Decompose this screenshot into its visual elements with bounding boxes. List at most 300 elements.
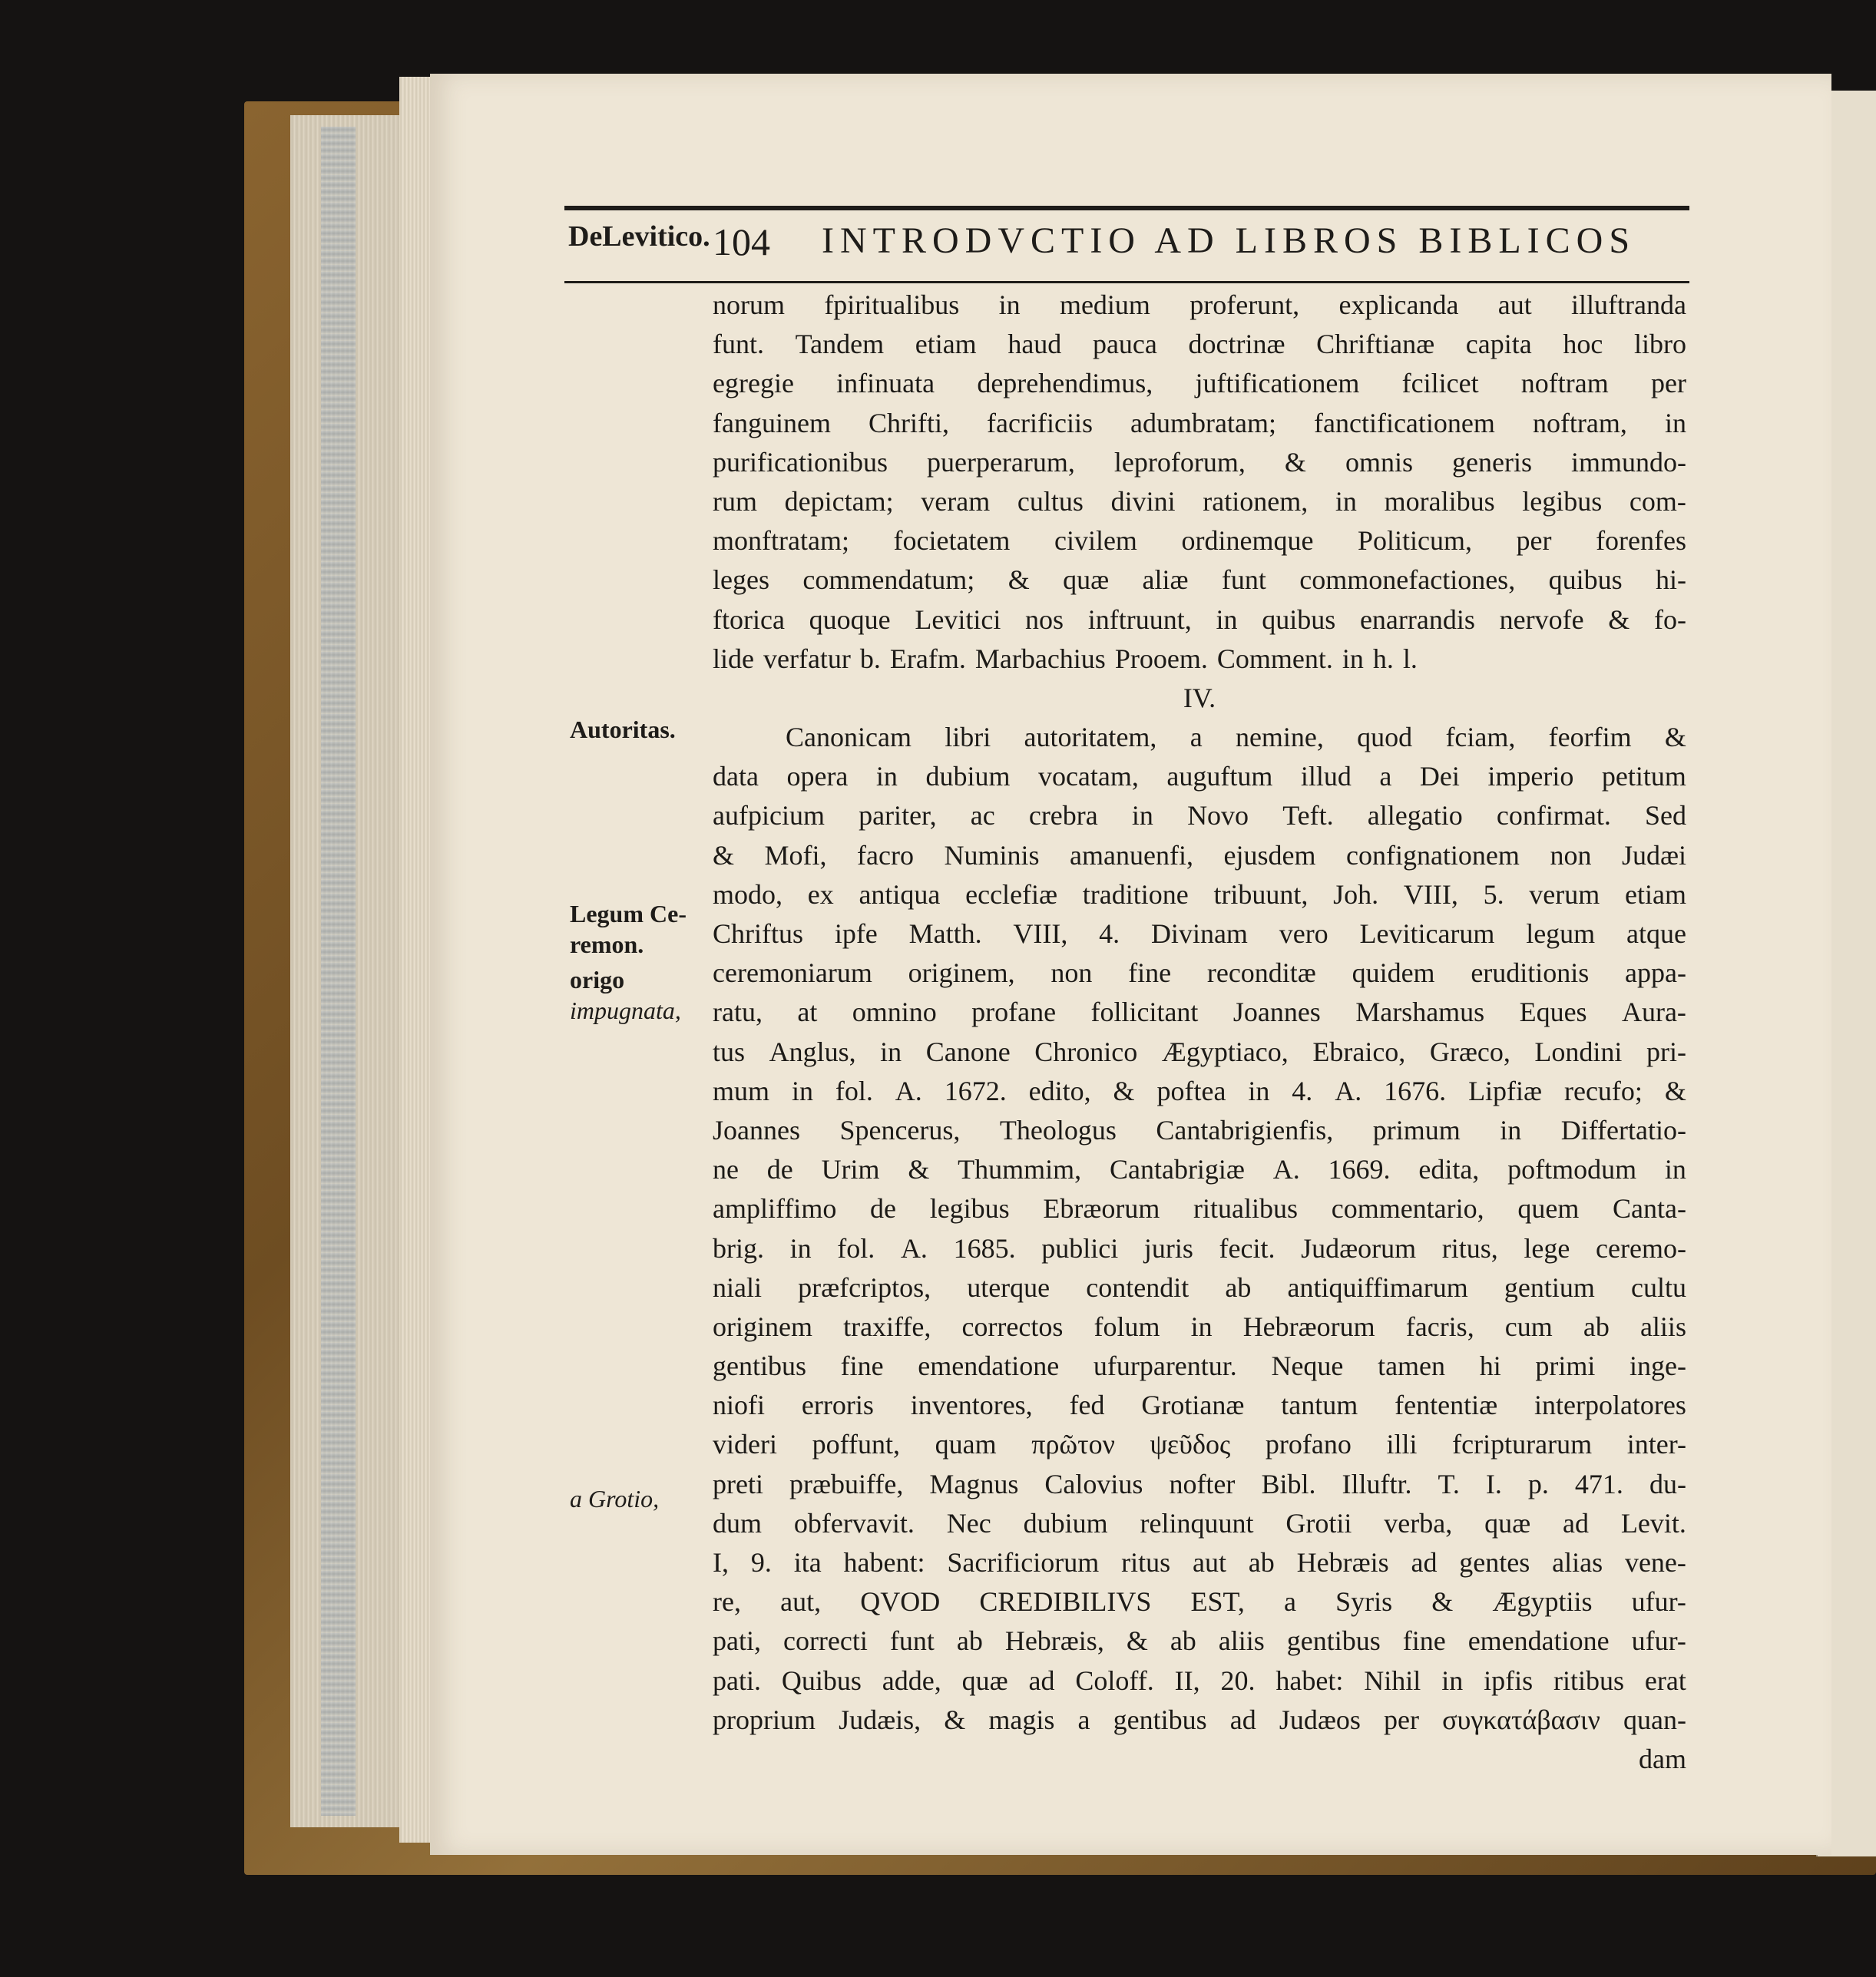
word: infinuata xyxy=(836,368,935,399)
word: A. xyxy=(1335,1075,1362,1106)
word: ufurparentur. xyxy=(1093,1351,1237,1382)
text-line xyxy=(713,1072,1686,1111)
word: poftmodum xyxy=(1507,1154,1637,1185)
word: Hebræis, xyxy=(1004,1625,1104,1657)
word: Londini xyxy=(1534,1036,1623,1067)
margin-note-grotio: a Grotio, xyxy=(570,1485,660,1513)
word: puerperarum, xyxy=(926,446,1075,478)
word: A. xyxy=(895,1075,922,1106)
text-line xyxy=(713,1189,1686,1228)
word: dum xyxy=(713,1507,763,1539)
word: in xyxy=(875,761,898,792)
word: Politicum, xyxy=(1357,525,1472,557)
margin-note-legum-3: origo xyxy=(570,966,625,993)
text-line xyxy=(713,1150,1686,1189)
word: civilem xyxy=(1054,525,1137,557)
word: follicitant xyxy=(1090,997,1199,1028)
word: pati. xyxy=(713,1665,761,1696)
word: verfatur xyxy=(763,643,851,674)
text-line xyxy=(713,1111,1686,1150)
word: 4. xyxy=(1292,1075,1313,1106)
word: confirmat. xyxy=(1496,800,1611,831)
word: & xyxy=(908,1154,930,1185)
word: Judæi xyxy=(1621,839,1686,871)
word: niali xyxy=(713,1271,762,1303)
word: illud xyxy=(1300,761,1352,792)
word: quæ xyxy=(1063,564,1110,596)
text-line xyxy=(713,640,1686,679)
word: aufpicium xyxy=(713,800,825,831)
word: ritus xyxy=(1121,1547,1171,1578)
word: obfervavit. xyxy=(793,1507,915,1539)
word: Dei xyxy=(1419,761,1460,792)
word: quan- xyxy=(1623,1704,1686,1735)
word: edita, xyxy=(1418,1154,1480,1185)
word: l. xyxy=(1402,643,1418,674)
word: fo- xyxy=(1654,603,1686,635)
word: erat xyxy=(1644,1665,1686,1696)
word: capita xyxy=(1465,329,1532,360)
word: dubium xyxy=(1023,1507,1108,1539)
word: commentario, xyxy=(1331,1193,1484,1225)
word: Teft. xyxy=(1282,800,1334,831)
page-edge-speckle xyxy=(321,127,356,1816)
word: præbuiffe, xyxy=(789,1468,904,1499)
word: Differtatio- xyxy=(1560,1114,1686,1146)
word: profano xyxy=(1265,1429,1352,1460)
word: adde, xyxy=(882,1665,941,1696)
word: reconditæ xyxy=(1206,957,1316,989)
word: ejusdem xyxy=(1223,839,1316,871)
word: lide xyxy=(713,643,754,674)
word: gentibus xyxy=(713,1351,806,1382)
margin-note-legum-1: Legum Ce- xyxy=(570,900,687,927)
word: Cantabrigiæ xyxy=(1109,1154,1245,1185)
word: ufur- xyxy=(1631,1625,1686,1657)
text-line xyxy=(713,1425,1686,1464)
word: omnis xyxy=(1345,446,1413,478)
word: immundo- xyxy=(1571,446,1686,478)
word: crebra xyxy=(1028,800,1098,831)
word: Chrifti, xyxy=(869,407,949,438)
word: fol. xyxy=(837,1232,875,1264)
word: Lipfiæ xyxy=(1468,1075,1543,1106)
word: focietatem xyxy=(893,525,1011,557)
word: haud xyxy=(1007,329,1062,360)
word: Sacrificiorum xyxy=(947,1547,1100,1578)
word: ampliffimo xyxy=(713,1193,837,1225)
word: ab xyxy=(1583,1311,1610,1342)
word: commonefactiones, xyxy=(1299,564,1516,596)
word: proferunt, xyxy=(1189,289,1300,320)
word: nervofe xyxy=(1499,603,1584,635)
text-line xyxy=(713,364,1686,403)
word: tantum xyxy=(1281,1390,1358,1421)
text-line xyxy=(713,1622,1686,1661)
word: Calovius xyxy=(1044,1468,1143,1499)
word: Hebræorum xyxy=(1242,1311,1375,1342)
word: & xyxy=(1664,722,1686,753)
word: facrificiis xyxy=(987,407,1093,438)
word: CREDIBILIVS xyxy=(979,1586,1152,1618)
word: feorfim xyxy=(1548,722,1632,753)
word: legum xyxy=(1526,918,1596,949)
word: I, xyxy=(713,1547,729,1578)
word: Prooem. xyxy=(1114,643,1208,674)
word: lege xyxy=(1524,1232,1570,1264)
word: 1672. xyxy=(944,1075,1007,1106)
text-line xyxy=(713,482,1686,521)
word: 471. xyxy=(1574,1468,1623,1499)
word: nos xyxy=(1025,603,1064,635)
word: ψεῦδος xyxy=(1150,1429,1231,1460)
word: hi- xyxy=(1656,564,1686,596)
word: Illuftr. xyxy=(1342,1468,1412,1499)
word: depictam; xyxy=(784,485,894,517)
word: rationem, xyxy=(1203,485,1309,517)
word: aut xyxy=(1497,289,1532,320)
word: ex xyxy=(807,878,834,910)
text-line xyxy=(713,1701,1686,1740)
word: pati, xyxy=(713,1625,761,1657)
word: præfcriptos, xyxy=(798,1271,931,1303)
word: fanctificationem xyxy=(1314,407,1495,438)
word: ratu, xyxy=(713,997,763,1028)
word: data xyxy=(713,761,759,792)
word: cultu xyxy=(1631,1271,1686,1303)
word: auguftum xyxy=(1166,761,1273,792)
text-line xyxy=(713,443,1686,482)
word: nofter xyxy=(1169,1468,1236,1499)
word: deprehendimus, xyxy=(977,368,1153,399)
word: ab xyxy=(1225,1271,1252,1303)
word: profane xyxy=(971,997,1057,1028)
word: Theologus xyxy=(999,1114,1117,1146)
word: ipfe xyxy=(834,918,878,949)
word: ad xyxy=(1411,1547,1438,1578)
margin-note-legum-4: impugnata, xyxy=(570,997,681,1024)
word: poftea xyxy=(1156,1075,1226,1106)
text-line xyxy=(713,993,1686,1032)
word: T. xyxy=(1438,1468,1460,1499)
word: leges xyxy=(713,564,769,596)
word: in xyxy=(789,1232,812,1264)
word: in xyxy=(1335,485,1357,517)
word: quibus xyxy=(1262,603,1336,635)
word: allegatio xyxy=(1367,800,1463,831)
word: 1685. xyxy=(953,1232,1016,1264)
word: non xyxy=(1050,957,1093,989)
word: per xyxy=(1516,525,1552,557)
word: gentes xyxy=(1459,1547,1530,1578)
word: re, xyxy=(713,1586,741,1618)
word: enarrandis xyxy=(1359,603,1475,635)
word: autoritatem, xyxy=(1024,722,1157,753)
word: quæ xyxy=(1484,1507,1531,1539)
word: inftruunt, xyxy=(1087,603,1192,635)
text-line xyxy=(713,1033,1686,1072)
word: rum xyxy=(713,485,757,517)
word: ita xyxy=(793,1547,822,1578)
word: quidem xyxy=(1352,957,1435,989)
word: ab xyxy=(1248,1547,1275,1578)
word: vero xyxy=(1279,918,1328,949)
word: Judæos xyxy=(1279,1704,1361,1735)
text-line xyxy=(713,1465,1686,1504)
word: Joannes xyxy=(1232,997,1321,1028)
word: antiqua xyxy=(859,878,941,910)
word: fecit. xyxy=(1219,1232,1275,1264)
word: egregie xyxy=(713,368,794,399)
word: preti xyxy=(713,1468,763,1499)
word: Comment. xyxy=(1216,643,1333,674)
word: fine xyxy=(840,1351,884,1382)
word: modo, xyxy=(713,878,783,910)
word: veram xyxy=(921,485,991,517)
word: ecclefiæ xyxy=(965,878,1058,910)
word: a xyxy=(1077,1704,1090,1735)
word: correcti xyxy=(782,1625,868,1657)
word: II, xyxy=(1174,1665,1200,1696)
text-line xyxy=(713,1229,1686,1268)
word: quoque xyxy=(809,603,891,635)
word: in xyxy=(880,1036,902,1067)
word: inge- xyxy=(1630,1351,1686,1382)
word: habent: xyxy=(843,1547,925,1578)
word: ritualibus xyxy=(1193,1193,1299,1225)
word: Chronico xyxy=(1034,1036,1138,1067)
page-number: 104 xyxy=(713,220,770,263)
word: cum xyxy=(1504,1311,1553,1342)
margin-note-autoritas: Autoritas. xyxy=(570,716,676,743)
word: fol. xyxy=(835,1075,873,1106)
word: Joh. xyxy=(1333,878,1379,910)
word: edito, xyxy=(1028,1075,1091,1106)
word: in xyxy=(1216,603,1238,635)
word: fententiæ xyxy=(1395,1390,1498,1421)
word: fpiritualibus xyxy=(824,289,960,320)
word: aliis xyxy=(1218,1625,1265,1657)
word: monftratam; xyxy=(713,525,849,557)
word: Ebræorum xyxy=(1043,1193,1160,1225)
word: per xyxy=(1384,1704,1420,1735)
word: traxiffe, xyxy=(843,1311,931,1342)
word: & xyxy=(944,1704,966,1735)
word: fcilicet xyxy=(1401,368,1479,399)
word: Ebraico, xyxy=(1312,1036,1406,1067)
word: ad xyxy=(1229,1704,1256,1735)
word: ac xyxy=(970,800,995,831)
word: etiam xyxy=(915,329,977,360)
margin-note-de-levitico: DeLevitico. xyxy=(568,220,710,253)
word: aliis xyxy=(1639,1311,1686,1342)
section-numeral: IV. xyxy=(1183,682,1216,713)
word: gentibus xyxy=(1113,1704,1207,1735)
word: ritibus xyxy=(1553,1665,1625,1696)
word: nemine, xyxy=(1235,722,1324,753)
word: medium xyxy=(1059,289,1150,320)
word: ceremo- xyxy=(1596,1232,1686,1264)
word: explicanda xyxy=(1338,289,1459,320)
word: Tandem xyxy=(795,329,885,360)
word: niofi xyxy=(713,1390,765,1421)
word: Levit. xyxy=(1620,1507,1686,1539)
word: gentibus xyxy=(1286,1625,1381,1657)
word: Spencerus, xyxy=(839,1114,961,1146)
word: Levitici xyxy=(915,603,1001,635)
word: tribuunt, xyxy=(1213,878,1309,910)
word: fed xyxy=(1069,1390,1105,1421)
word: in xyxy=(1664,407,1686,438)
word: Marbachius xyxy=(974,643,1106,674)
word: fcripturarum xyxy=(1452,1429,1593,1460)
word: ordinemque xyxy=(1181,525,1314,557)
word: in xyxy=(1500,1114,1522,1146)
word: hi xyxy=(1479,1351,1501,1382)
word: leproforum, xyxy=(1113,446,1246,478)
text-line xyxy=(713,1661,1686,1701)
word: & xyxy=(713,839,735,871)
word: a xyxy=(1284,1586,1296,1618)
word: & xyxy=(1126,1625,1148,1657)
word: ufur- xyxy=(1631,1586,1686,1618)
text-line xyxy=(713,1582,1686,1622)
word: a xyxy=(1379,761,1392,792)
word: erroris xyxy=(801,1390,874,1421)
page-stack xyxy=(399,77,434,1843)
word: inventores, xyxy=(910,1390,1033,1421)
word: inter- xyxy=(1626,1429,1686,1460)
word: mum xyxy=(713,1075,770,1106)
word: antiquiffimarum xyxy=(1287,1271,1468,1303)
word: EST, xyxy=(1190,1586,1245,1618)
word: primum xyxy=(1372,1114,1461,1146)
word: relinquunt xyxy=(1140,1507,1254,1539)
word: a xyxy=(1189,722,1203,753)
word: ab xyxy=(956,1625,983,1657)
word: quod xyxy=(1357,722,1413,753)
word: habet: xyxy=(1275,1665,1344,1696)
word: libri xyxy=(945,722,991,753)
word: petitum xyxy=(1601,761,1686,792)
text-line xyxy=(713,600,1686,640)
word: ab xyxy=(1170,1625,1196,1657)
word: in xyxy=(1131,800,1153,831)
word: Syris xyxy=(1335,1586,1393,1618)
word: juftificationem xyxy=(1195,368,1360,399)
text-line xyxy=(713,757,1686,796)
word: in xyxy=(1441,1665,1464,1696)
text-line xyxy=(713,914,1686,954)
word: ritus, xyxy=(1441,1232,1498,1264)
text-line xyxy=(713,1268,1686,1308)
word: adumbratam; xyxy=(1130,407,1276,438)
word: Magnus xyxy=(929,1468,1019,1499)
text-line xyxy=(713,718,1686,757)
word: forenfes xyxy=(1596,525,1686,557)
word: com- xyxy=(1629,485,1686,517)
catchword: dam xyxy=(1639,1743,1686,1774)
word: vene- xyxy=(1624,1547,1686,1578)
word: Coloff. xyxy=(1075,1665,1154,1696)
word: 5. xyxy=(1483,878,1504,910)
word: illuftranda xyxy=(1571,289,1686,320)
word: Leviticarum xyxy=(1359,918,1495,949)
word: 20. xyxy=(1220,1665,1256,1696)
word: Numinis xyxy=(944,839,1040,871)
word: 1676. xyxy=(1384,1075,1447,1106)
word: fine xyxy=(1402,1625,1446,1657)
word: du- xyxy=(1649,1468,1686,1499)
word: VIII, xyxy=(1013,918,1068,949)
word: Matth. xyxy=(908,918,982,949)
word: Hebræis xyxy=(1296,1547,1389,1578)
word: interpolatores xyxy=(1534,1390,1686,1421)
word: ipfis xyxy=(1484,1665,1534,1696)
word: quibus xyxy=(1548,564,1623,596)
word: & xyxy=(1431,1586,1454,1618)
word: VIII, xyxy=(1403,878,1458,910)
word: per xyxy=(1650,368,1686,399)
text-line xyxy=(713,286,1686,325)
word: fine xyxy=(1128,957,1172,989)
word: quam xyxy=(935,1429,997,1460)
word: 4. xyxy=(1099,918,1120,949)
word: ad xyxy=(1028,1665,1055,1696)
text-line xyxy=(713,1386,1686,1425)
page-header xyxy=(564,206,1689,283)
word: omnino xyxy=(852,997,937,1028)
word: in xyxy=(1248,1075,1270,1106)
word: Mofi, xyxy=(764,839,827,871)
word: cultus xyxy=(1017,485,1084,517)
word: verba, xyxy=(1384,1507,1453,1539)
word: folum xyxy=(1094,1311,1160,1342)
word: Sed xyxy=(1644,800,1686,831)
word: emendatione xyxy=(1467,1625,1610,1657)
word: moralibus xyxy=(1384,485,1495,517)
word: & xyxy=(1284,446,1306,478)
word: quem xyxy=(1517,1193,1580,1225)
word: hoc xyxy=(1563,329,1603,360)
word: norum xyxy=(713,289,785,320)
word: Chriftianæ xyxy=(1316,329,1435,360)
word: at xyxy=(797,997,818,1028)
word: facris, xyxy=(1405,1311,1474,1342)
margin-note-legum-2: remon. xyxy=(570,931,644,958)
text-line xyxy=(713,404,1686,443)
word: tus xyxy=(713,1036,746,1067)
word: verum xyxy=(1529,878,1600,910)
word: illi xyxy=(1386,1429,1418,1460)
word: I. xyxy=(1485,1468,1502,1499)
word: in xyxy=(1342,643,1364,674)
word: de xyxy=(766,1154,793,1185)
word: pri- xyxy=(1646,1036,1686,1067)
word: Ægyptiaco, xyxy=(1161,1036,1289,1067)
text-line xyxy=(713,1308,1686,1347)
word: Anglus, xyxy=(769,1036,856,1067)
word: legibus xyxy=(929,1193,1010,1225)
word: facro xyxy=(857,839,914,871)
word: emendatione xyxy=(918,1351,1060,1382)
word: libro xyxy=(1634,329,1686,360)
word: commendatum; xyxy=(802,564,975,596)
word: originem, xyxy=(908,957,1015,989)
word: Canonicam xyxy=(786,722,912,753)
word: pariter, xyxy=(859,800,937,831)
word: Judæorum xyxy=(1301,1232,1417,1264)
